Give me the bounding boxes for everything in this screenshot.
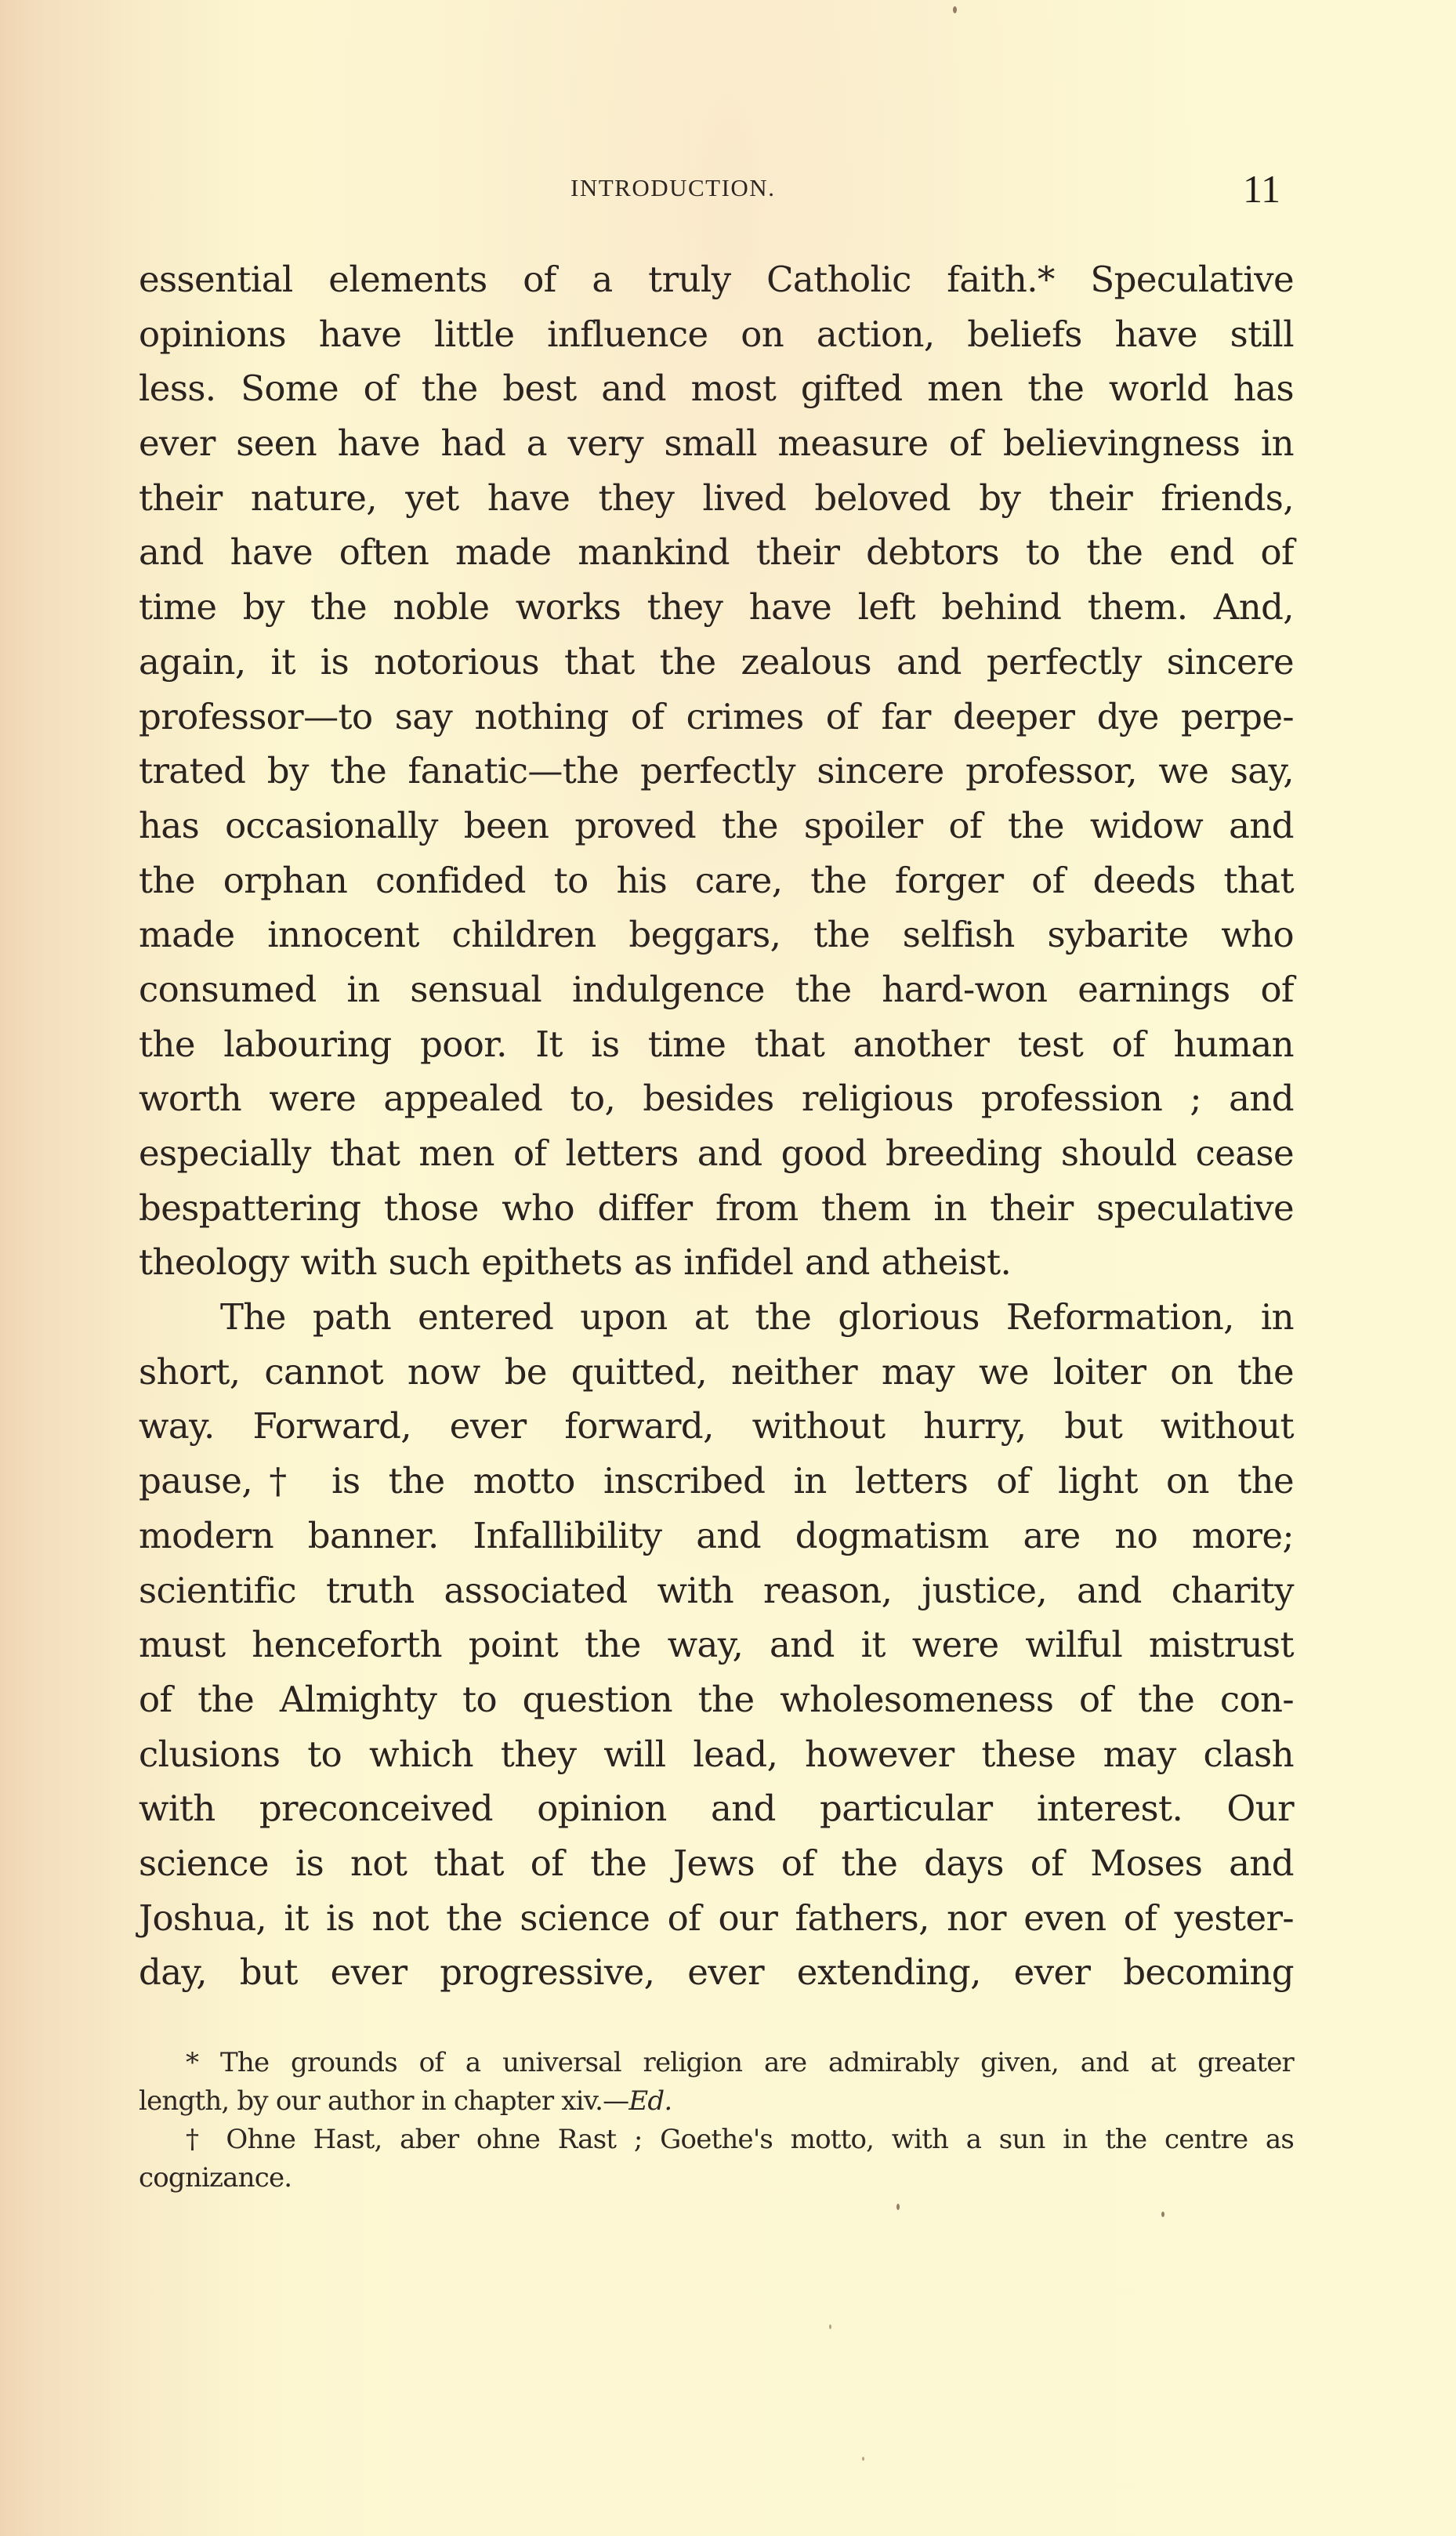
text-line: worth were appealed to, besides religious profession ; and [139, 1078, 1294, 1120]
text-line: way. Forward, ever forward, without hurry, but without [139, 1405, 1294, 1447]
running-head [0, 168, 1456, 215]
text-line: Joshua, it is not the science of our fathers, nor even of yester- [139, 1897, 1294, 1939]
text-line: clusions to which they will lead, however these may clash [139, 1733, 1294, 1775]
text-line: day, but ever progressive, ever extending, ever becoming [139, 1951, 1294, 1994]
text-line: short, cannot now be quitted, neither may we loiter on the [139, 1350, 1294, 1393]
text-line: professor—to say nothing of crimes of far deeper dye perpe- [139, 695, 1294, 737]
text-line: science is not that of the Jews of the days of Moses and [139, 1842, 1294, 1884]
text-line: opinions have little influence on action, beliefs have still [139, 313, 1294, 355]
text-line: time by the noble works they have left behind them. And, [139, 586, 1294, 629]
paper-speck [862, 2457, 864, 2461]
text-line: the orphan confided to his care, the forger of deeds that [139, 859, 1294, 901]
running-head-title: INTRODUCTION. [570, 174, 776, 201]
paper-speck [896, 2204, 900, 2210]
text-line: bespattering those who differ from them in their speculative [139, 1186, 1294, 1229]
paper-speck [1161, 2212, 1164, 2217]
page-number: 11 [1243, 167, 1281, 211]
text-line: must henceforth point the way, and it were wilful mistrust [139, 1624, 1294, 1666]
footnote-asterisk-text: length, by our author in chapter xiv.— [139, 2085, 629, 2117]
text-line: their nature, yet have they lived beloved by their friends, [139, 476, 1294, 519]
text-line: again, it is notorious that the zealous and perfectly sincere [139, 640, 1294, 683]
text-line: especially that men of letters and good breeding should cease [139, 1132, 1294, 1174]
paragraph-start-line: The path entered upon at the glorious Reformation, in [220, 1296, 1294, 1339]
text-line: less. Some of the best and most gifted men the world has [139, 368, 1294, 410]
text-line: modern banner. Infallibility and dogmatism are no more; [139, 1514, 1294, 1556]
text-line: trated by the fanatic—the perfectly sincere professor, we say, [139, 750, 1294, 792]
text-line: essential elements of a truly Catholic faith.* Speculative [139, 259, 1294, 300]
footnote-asterisk-line-1: * The grounds of a universal religion are admirably given, and at greater [186, 2047, 1294, 2078]
text-line: with preconceived opinion and particular interest. Our [139, 1788, 1294, 1830]
editor-attribution: Ed. [628, 2085, 672, 2117]
text-line: ever seen have had a very small measure of believingness in [139, 422, 1294, 465]
text-line: pause,† is the motto inscribed in letters of light on the [139, 1460, 1294, 1502]
text-line: and have often made mankind their debtors to the end of [139, 531, 1294, 574]
paper-speck [829, 2324, 831, 2329]
text-line: the labouring poor. It is time that another test of human [139, 1023, 1294, 1065]
body-text [139, 252, 1294, 2000]
footnotes [139, 2044, 1294, 2197]
paragraph-end-line: theology with such epithets as infidel and atheist. [139, 1241, 1012, 1284]
text-line: consumed in sensual indulgence the hard-won earnings of [139, 968, 1294, 1010]
text-line: scientific truth associated with reason, justice, and charity [139, 1569, 1294, 1611]
text-line: made innocent children beggars, the selfish sybarite who [139, 914, 1294, 956]
text-line: of the Almighty to question the wholesomeness of the con- [139, 1678, 1294, 1720]
footnote-dagger-line-2: cognizance. [139, 2162, 292, 2194]
footnote-asterisk-line-2 [139, 2082, 1294, 2121]
text-line: has occasionally been proved the spoiler of the widow and [139, 804, 1294, 846]
paper-speck [953, 6, 957, 13]
footnote-dagger-line-1: † Ohne Hast, aber ohne Rast ; Goethe's motto, with a sun in the centre as [186, 2124, 1294, 2155]
